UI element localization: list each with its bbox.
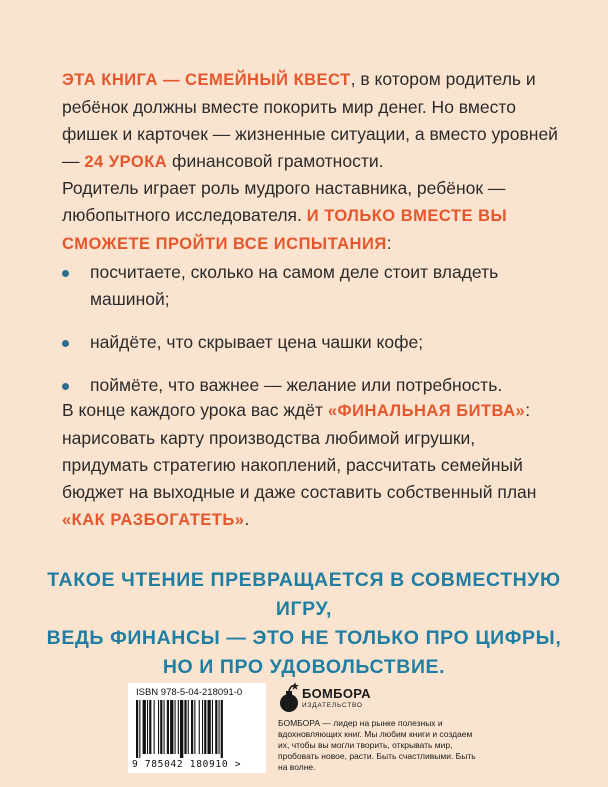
ean-digits: 9 785042 180910 >: [132, 759, 242, 770]
isbn-number: ISBN 978-5-04-218091-0: [136, 687, 243, 698]
bullet-dot: [62, 340, 69, 347]
list-item-text: посчитаете, сколько на самом деле стоит владеть машиной;: [90, 262, 499, 309]
barcode-bar: [136, 700, 138, 758]
publisher-subtitle: ИЗДАТЕЛЬСТВО: [302, 702, 363, 709]
barcode-block: [128, 683, 266, 773]
barcode-bar: [221, 700, 223, 758]
final-text-2: : нарисовать карту производства любимой игрушки, придумать стратегию накоплений, рассчитать семейный бюджет на выходные и даже составить собственный план: [62, 400, 537, 502]
list-item-text: поймёте, что важнее — желание или потребность.: [90, 375, 503, 395]
barcode-bar: [180, 700, 183, 758]
barcode-bar: [208, 700, 211, 754]
highlight-only-together: И ТОЛЬКО ВМЕСТЕ ВЫ СМОЖЕТЕ ПРОЙТИ ВСЕ ИСПЫТАНИЯ: [62, 207, 508, 253]
bombora-bomb-icon: [278, 682, 300, 714]
barcode-bar: [147, 700, 148, 754]
barcode-bar: [167, 700, 169, 754]
barcode-bar: [188, 700, 189, 754]
roles-paragraph: [62, 175, 562, 258]
list-item: [62, 372, 562, 399]
list-item-text: найдёте, что скрывает цена чашки кофе;: [90, 332, 424, 352]
closing-line: НО И ПРО УДОВОЛЬСТВИЕ.: [162, 656, 446, 678]
challenge-list: [62, 259, 562, 415]
barcode-bar: [143, 700, 146, 754]
barcode-bar: [139, 700, 140, 758]
barcode-icon: [136, 700, 258, 758]
intro-text-2: финансовой грамотности.: [167, 151, 384, 171]
publisher-description: БОМБОРА — лидер на рынке полезных и вдохновляющих книг. Мы любим книги и создаем их, чтобы вы могли творить, открывать мир, пробовать новое, расти. Быть счастливыми. Быть на волне.: [278, 718, 476, 772]
bullet-dot: [62, 383, 69, 390]
intro-paragraph: [62, 66, 562, 176]
highlight-get-rich: «КАК РАЗБОГАТЕТЬ»: [62, 511, 245, 529]
final-text-3: .: [244, 509, 250, 529]
barcode-bar: [175, 700, 176, 754]
barcode-bar: [202, 700, 203, 754]
barcode-bar: [204, 700, 206, 754]
bullet-dot: [62, 270, 69, 277]
barcode-bar: [191, 700, 193, 754]
highlight-24-lessons: 24 УРОКА: [84, 153, 168, 171]
barcode-bar: [184, 700, 186, 754]
barcode-bar: [212, 700, 213, 754]
barcode-bar: [178, 700, 179, 754]
barcode-bar: [158, 700, 159, 754]
roles-text-1: Родитель играет роль мудрого наставника, ребёнок — любопытного исследователя.: [62, 178, 506, 225]
barcode-bar: [160, 700, 162, 754]
list-item: [62, 329, 562, 356]
intro-text-1: , в котором родитель и ребёнок должны вместе покорить мир денег. Но вместо фишек и карточек — жизненные ситуации, а вместо уровней —: [62, 69, 558, 171]
barcode-bar: [154, 700, 155, 754]
list-item: [62, 259, 562, 313]
barcode-bar: [219, 700, 220, 754]
publisher-name: БОМБОРА: [302, 686, 371, 701]
highlight-final-battle: «ФИНАЛЬНАЯ БИТВА»: [327, 402, 526, 420]
highlight-family-quest: ЭТА КНИГА — СЕМЕЙНЫЙ КВЕСТ: [62, 71, 351, 89]
barcode-bar: [215, 700, 217, 754]
barcode-bar: [164, 700, 165, 754]
barcode-bar: [170, 700, 173, 754]
barcode-bar: [149, 700, 151, 754]
publisher-logo: [278, 682, 398, 716]
closing-line: ВЕДЬ ФИНАНСЫ — ЭТО НЕ ТОЛЬКО ПРО ЦИФРЫ,: [46, 627, 562, 649]
final-battle-paragraph: [62, 397, 562, 534]
final-text-1: В конце каждого урока вас ждёт: [62, 400, 328, 420]
barcode-bar: [194, 700, 195, 754]
roles-text-2: :: [386, 233, 392, 253]
closing-line: ТАКОЕ ЧТЕНИЕ ПРЕВРАЩАЕТСЯ В СОВМЕСТНУЮ ИГРУ,: [47, 569, 561, 620]
barcode-bar: [199, 700, 200, 754]
closing-statement: [40, 566, 568, 682]
